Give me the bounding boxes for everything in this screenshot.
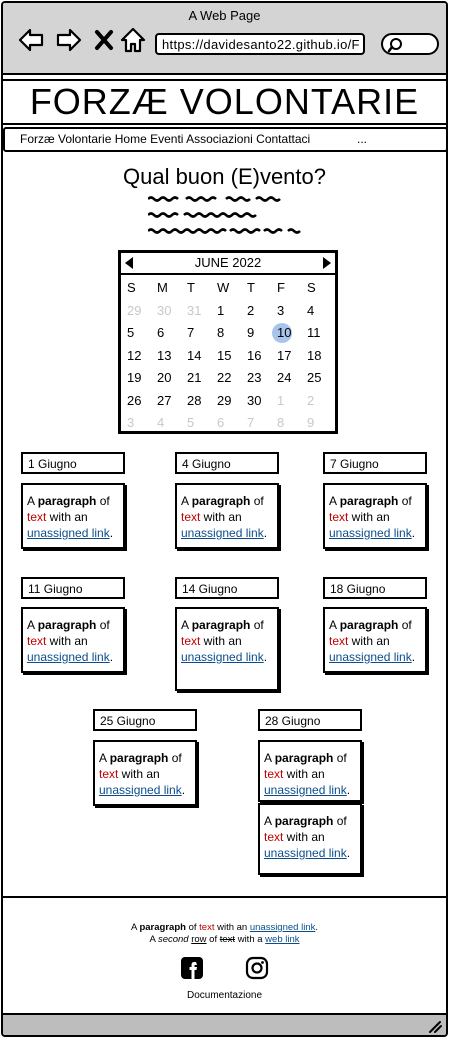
calendar-day[interactable]: 29: [217, 392, 232, 408]
calendar-day[interactable]: 8: [277, 415, 285, 430]
nav-item-home[interactable]: Home: [114, 132, 147, 146]
event-date-label: 11 Giugno: [21, 577, 125, 599]
event-unassigned-link[interactable]: unassigned link: [27, 526, 110, 540]
calendar-day[interactable]: 22: [217, 370, 232, 385]
calendar-day[interactable]: 21: [187, 370, 202, 385]
event-date-label: 14 Giugno: [175, 577, 279, 599]
weekday-label: S: [307, 280, 316, 295]
resize-grip-icon[interactable]: [426, 1019, 442, 1033]
event-unassigned-link[interactable]: unassigned link: [329, 526, 412, 540]
event-card: A paragraph of text with an unassigned link.: [323, 483, 427, 549]
home-button[interactable]: [119, 26, 147, 54]
back-button[interactable]: [17, 26, 45, 54]
status-bar: [3, 1013, 446, 1035]
calendar-day[interactable]: 5: [127, 325, 135, 340]
footer-paragraph-1: A paragraph of text with an unassigned link.: [131, 922, 318, 933]
stop-button[interactable]: [91, 26, 119, 54]
calendar-day[interactable]: 18: [307, 347, 322, 363]
documentation-link[interactable]: Documentazione: [186, 990, 263, 1001]
event-card: A paragraph of text with an unassigned link.: [93, 740, 197, 806]
calendar-day[interactable]: 13: [157, 347, 172, 363]
calendar-day[interactable]: 2: [247, 302, 255, 318]
event-unassigned-link[interactable]: unassigned link: [264, 783, 347, 797]
browser-chrome: [3, 3, 446, 75]
event-date-label: 1 Giugno: [21, 452, 125, 474]
calendar-day[interactable]: 1: [277, 392, 285, 408]
calendar-day[interactable]: 24: [277, 370, 292, 385]
placeholder-text-scribble: [148, 212, 266, 218]
nav-item-brand[interactable]: Forzæ Volontarie: [20, 132, 112, 146]
calendar-day[interactable]: 30: [157, 302, 172, 318]
calendar: [118, 250, 338, 434]
calendar-day[interactable]: 28: [187, 392, 202, 408]
calendar-day[interactable]: 3: [127, 415, 135, 430]
event-card: A paragraph of text with an unassigned link.: [21, 483, 125, 549]
window-title: A Web Page: [188, 8, 261, 23]
event-unassigned-link[interactable]: unassigned link: [99, 783, 182, 797]
calendar-day[interactable]: 4: [307, 302, 315, 318]
site-header: [3, 79, 446, 125]
calendar-day[interactable]: 15: [217, 347, 232, 363]
event-date-label: 18 Giugno: [323, 577, 427, 599]
calendar-grid: [121, 275, 335, 435]
calendar-day[interactable]: 16: [247, 347, 262, 363]
calendar-day[interactable]: 26: [127, 392, 142, 408]
calendar-day[interactable]: 1: [217, 302, 225, 318]
calendar-day[interactable]: 27: [157, 392, 172, 408]
calendar-header: [121, 253, 335, 275]
social-icons: [3, 956, 446, 984]
prev-month-icon[interactable]: [125, 257, 133, 269]
weekday-label: T: [187, 280, 195, 295]
event-unassigned-link[interactable]: unassigned link: [181, 526, 264, 540]
event-unassigned-link[interactable]: unassigned link: [27, 650, 110, 664]
calendar-day[interactable]: 11: [307, 325, 321, 340]
event-card: A paragraph of text with an unassigned link.: [258, 740, 362, 802]
weekday-label: M: [157, 280, 168, 295]
calendar-day[interactable]: 7: [247, 415, 255, 430]
event-card: A paragraph of text with an unassigned link.: [323, 607, 427, 673]
footer-web-link[interactable]: web link: [265, 934, 300, 945]
next-month-icon[interactable]: [323, 257, 331, 269]
event-card: A paragraph of text with an unassigned link.: [258, 803, 362, 875]
calendar-day[interactable]: 2: [307, 392, 315, 408]
section-title: Qual buon (E)vento?: [122, 164, 327, 189]
close-icon: [91, 26, 119, 54]
calendar-month-label: JUNE 2022: [194, 255, 262, 270]
nav-more[interactable]: ...: [357, 132, 368, 146]
calendar-day[interactable]: 29: [127, 302, 142, 318]
calendar-day[interactable]: 30: [247, 392, 262, 408]
weekday-label: S: [127, 280, 136, 295]
search-icon: [387, 37, 405, 53]
calendar-day[interactable]: 4: [157, 415, 165, 430]
event-unassigned-link[interactable]: unassigned link: [264, 846, 347, 860]
calendar-day[interactable]: 8: [217, 325, 225, 340]
calendar-day[interactable]: 7: [187, 325, 195, 340]
browser-window: [1, 1, 448, 1037]
calendar-day[interactable]: 9: [247, 325, 255, 340]
arrow-right-icon: [55, 26, 83, 54]
calendar-day[interactable]: 31: [187, 302, 202, 318]
placeholder-text-scribble: [148, 228, 306, 234]
calendar-day[interactable]: 3: [277, 302, 285, 318]
facebook-icon[interactable]: [180, 956, 204, 980]
calendar-day[interactable]: 6: [157, 325, 165, 340]
footer-unassigned-link[interactable]: unassigned link: [249, 922, 316, 933]
search-input[interactable]: [381, 33, 439, 55]
weekday-label: F: [277, 280, 285, 295]
calendar-day[interactable]: 25: [307, 370, 322, 385]
placeholder-text-scribble: [148, 196, 283, 202]
url-input[interactable]: https://davidesanto22.github.io/F: [155, 33, 365, 55]
event-date-label: 28 Giugno: [258, 709, 362, 731]
event-date-label: 7 Giugno: [323, 452, 427, 474]
calendar-day[interactable]: 5: [187, 415, 195, 430]
event-unassigned-link[interactable]: unassigned link: [181, 650, 264, 664]
calendar-day[interactable]: 9: [307, 415, 315, 430]
event-card: A paragraph of text with an unassigned link.: [175, 483, 279, 549]
site-title: FORZÆ VOLONTARIE: [29, 81, 420, 122]
calendar-day[interactable]: 6: [217, 415, 225, 430]
calendar-day[interactable]: 20: [157, 370, 172, 385]
calendar-day[interactable]: 17: [277, 347, 292, 363]
weekday-label: W: [217, 280, 230, 295]
event-date-label: 25 Giugno: [93, 709, 197, 731]
arrow-left-icon: [17, 26, 45, 54]
calendar-day[interactable]: 14: [187, 347, 202, 363]
event-unassigned-link[interactable]: unassigned link: [329, 650, 412, 664]
calendar-day[interactable]: 23: [247, 370, 262, 385]
nav-item-associazioni[interactable]: Associazioni: [186, 132, 253, 146]
nav-item-contattaci[interactable]: Contattaci: [256, 132, 311, 146]
footer-paragraph-2: A second row of text with a web link: [149, 934, 300, 945]
calendar-day[interactable]: 12: [127, 347, 142, 363]
footer: [3, 896, 446, 1011]
nav-item-eventi[interactable]: Eventi: [150, 132, 184, 146]
calendar-day-selected[interactable]: 10: [274, 322, 304, 345]
instagram-icon[interactable]: [245, 956, 269, 980]
home-icon: [119, 26, 147, 54]
event-card: A paragraph of text with an unassigned link.: [21, 607, 125, 673]
site-nav: [3, 127, 448, 152]
event-card: A paragraph of text with an unassigned link.: [175, 607, 279, 691]
event-date-label: 4 Giugno: [175, 452, 279, 474]
calendar-day[interactable]: 19: [127, 370, 142, 385]
weekday-label: T: [247, 280, 255, 295]
forward-button[interactable]: [55, 26, 83, 54]
